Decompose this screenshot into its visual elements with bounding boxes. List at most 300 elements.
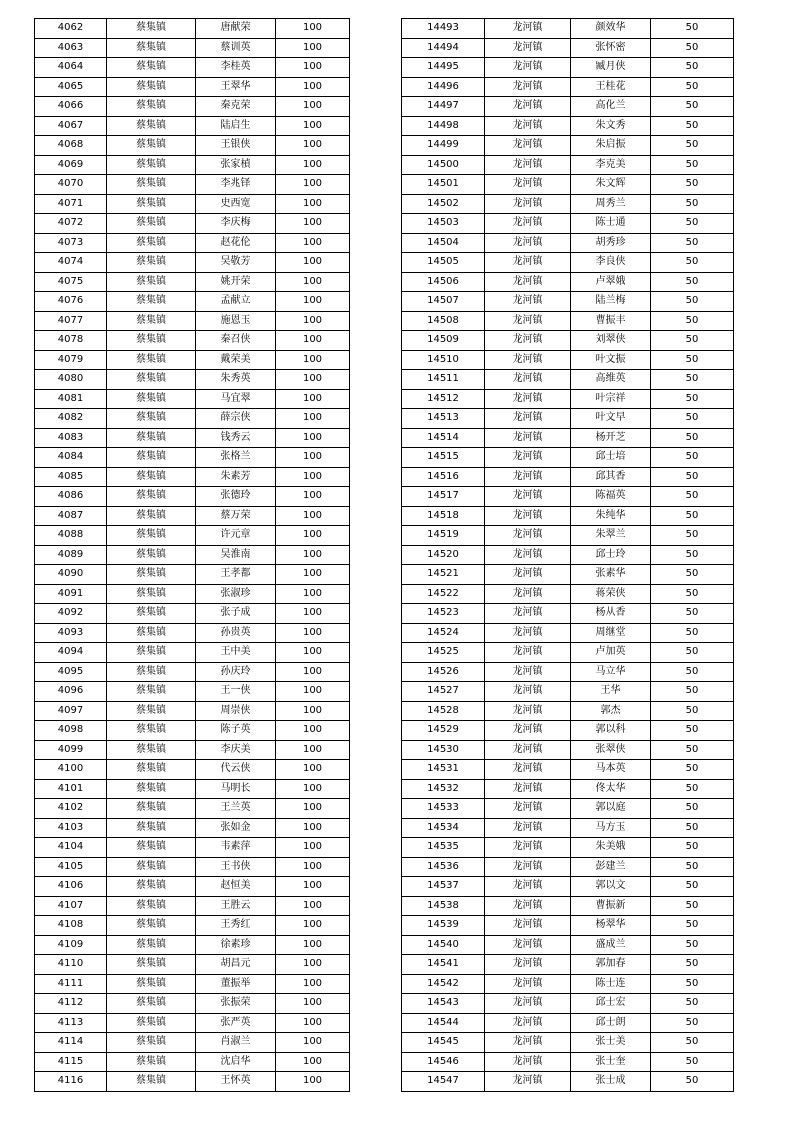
cell-amount: 100	[276, 370, 350, 390]
cell-amount: 100	[276, 136, 350, 156]
cell-name: 郭以庭	[571, 799, 651, 819]
cell-town: 蔡集镇	[107, 545, 196, 565]
table-row	[35, 857, 350, 877]
cell-name: 邱士朗	[571, 1013, 651, 1033]
table-row	[402, 155, 734, 175]
cell-amount: 100	[276, 350, 350, 370]
table-row	[35, 779, 350, 799]
cell-name: 曹振丰	[571, 311, 651, 331]
table-row	[402, 448, 734, 468]
table-row	[35, 877, 350, 897]
cell-amount: 50	[651, 760, 734, 780]
cell-amount: 50	[651, 194, 734, 214]
table-row	[35, 604, 350, 624]
cell-town: 龙河镇	[485, 974, 571, 994]
cell-name: 张怀密	[571, 38, 651, 58]
cell-number: 4116	[35, 1072, 107, 1092]
cell-town: 龙河镇	[485, 857, 571, 877]
left-table-body	[35, 19, 350, 1092]
cell-amount: 100	[276, 916, 350, 936]
table-row	[35, 233, 350, 253]
cell-number: 4113	[35, 1013, 107, 1033]
cell-amount: 100	[276, 565, 350, 585]
cell-town: 龙河镇	[485, 38, 571, 58]
cell-amount: 50	[651, 838, 734, 858]
table-row	[402, 1013, 734, 1033]
table-row	[35, 97, 350, 117]
cell-name: 徐素珍	[196, 935, 276, 955]
cell-name: 刘翠侠	[571, 331, 651, 351]
cell-name: 戴荣美	[196, 350, 276, 370]
cell-town: 龙河镇	[485, 272, 571, 292]
cell-amount: 50	[651, 1013, 734, 1033]
table-row	[402, 409, 734, 429]
table-row	[402, 311, 734, 331]
cell-number: 14532	[402, 779, 485, 799]
cell-town: 蔡集镇	[107, 662, 196, 682]
cell-name: 张如金	[196, 818, 276, 838]
cell-town: 蔡集镇	[107, 877, 196, 897]
cell-number: 14537	[402, 877, 485, 897]
table-row	[402, 77, 734, 97]
cell-amount: 50	[651, 487, 734, 507]
cell-number: 4093	[35, 623, 107, 643]
cell-number: 14504	[402, 233, 485, 253]
table-row	[35, 311, 350, 331]
cell-name: 陈福英	[571, 487, 651, 507]
cell-town: 龙河镇	[485, 1052, 571, 1072]
cell-amount: 50	[651, 38, 734, 58]
cell-number: 4105	[35, 857, 107, 877]
cell-name: 李庆美	[196, 740, 276, 760]
cell-amount: 100	[276, 799, 350, 819]
table-row	[35, 740, 350, 760]
cell-number: 14529	[402, 721, 485, 741]
cell-town: 龙河镇	[485, 194, 571, 214]
cell-amount: 50	[651, 448, 734, 468]
cell-number: 14541	[402, 955, 485, 975]
cell-town: 蔡集镇	[107, 116, 196, 136]
cell-number: 14525	[402, 643, 485, 663]
cell-amount: 50	[651, 97, 734, 117]
cell-number: 14518	[402, 506, 485, 526]
cell-number: 4094	[35, 643, 107, 663]
cell-amount: 100	[276, 506, 350, 526]
cell-number: 14509	[402, 331, 485, 351]
cell-amount: 50	[651, 136, 734, 156]
cell-name: 肖淑兰	[196, 1033, 276, 1053]
cell-town: 龙河镇	[485, 409, 571, 429]
cell-number: 14534	[402, 818, 485, 838]
cell-amount: 50	[651, 662, 734, 682]
table-row	[35, 584, 350, 604]
cell-town: 龙河镇	[485, 643, 571, 663]
cell-town: 龙河镇	[485, 428, 571, 448]
cell-amount: 50	[651, 77, 734, 97]
cell-amount: 100	[276, 682, 350, 702]
cell-amount: 100	[276, 97, 350, 117]
cell-name: 张家楨	[196, 155, 276, 175]
table-row	[35, 77, 350, 97]
cell-name: 陈子英	[196, 721, 276, 741]
cell-name: 周继堂	[571, 623, 651, 643]
cell-number: 14547	[402, 1072, 485, 1092]
cell-number: 14493	[402, 19, 485, 39]
cell-name: 王兰英	[196, 799, 276, 819]
table-row	[35, 643, 350, 663]
cell-town: 龙河镇	[485, 1072, 571, 1092]
cell-name: 蔡训英	[196, 38, 276, 58]
cell-amount: 50	[651, 994, 734, 1014]
cell-town: 龙河镇	[485, 506, 571, 526]
cell-name: 王书侠	[196, 857, 276, 877]
cell-number: 4084	[35, 448, 107, 468]
table-row	[402, 1033, 734, 1053]
cell-town: 龙河镇	[485, 838, 571, 858]
table-row	[402, 97, 734, 117]
cell-number: 4077	[35, 311, 107, 331]
cell-town: 蔡集镇	[107, 526, 196, 546]
table-row	[35, 506, 350, 526]
cell-number: 14495	[402, 58, 485, 78]
cell-amount: 50	[651, 116, 734, 136]
cell-number: 4078	[35, 331, 107, 351]
cell-amount: 100	[276, 740, 350, 760]
cell-amount: 100	[276, 1013, 350, 1033]
cell-amount: 100	[276, 623, 350, 643]
cell-name: 张严英	[196, 1013, 276, 1033]
cell-number: 4107	[35, 896, 107, 916]
cell-number: 14497	[402, 97, 485, 117]
cell-name: 卢翠娥	[571, 272, 651, 292]
cell-amount: 50	[651, 253, 734, 273]
cell-name: 王胜云	[196, 896, 276, 916]
cell-number: 4086	[35, 487, 107, 507]
cell-name: 佟太华	[571, 779, 651, 799]
table-row	[35, 331, 350, 351]
cell-amount: 100	[276, 409, 350, 429]
cell-name: 曹振新	[571, 896, 651, 916]
cell-amount: 50	[651, 545, 734, 565]
cell-name: 沈启华	[196, 1052, 276, 1072]
cell-amount: 50	[651, 584, 734, 604]
table-row	[402, 526, 734, 546]
cell-name: 高化兰	[571, 97, 651, 117]
cell-number: 14515	[402, 448, 485, 468]
table-row	[402, 175, 734, 195]
cell-name: 韦素萍	[196, 838, 276, 858]
cell-town: 蔡集镇	[107, 77, 196, 97]
table-row	[35, 194, 350, 214]
cell-number: 14507	[402, 292, 485, 312]
cell-amount: 100	[276, 545, 350, 565]
table-row	[35, 389, 350, 409]
cell-amount: 50	[651, 1052, 734, 1072]
table-row	[402, 545, 734, 565]
cell-amount: 50	[651, 1033, 734, 1053]
cell-amount: 100	[276, 1052, 350, 1072]
cell-town: 蔡集镇	[107, 19, 196, 39]
cell-amount: 100	[276, 994, 350, 1014]
cell-name: 朱纯华	[571, 506, 651, 526]
cell-town: 龙河镇	[485, 331, 571, 351]
cell-name: 王孝都	[196, 565, 276, 585]
cell-name: 薛宗侠	[196, 409, 276, 429]
cell-amount: 50	[651, 370, 734, 390]
cell-town: 蔡集镇	[107, 955, 196, 975]
cell-number: 4081	[35, 389, 107, 409]
table-row	[402, 487, 734, 507]
table-row	[402, 896, 734, 916]
cell-town: 龙河镇	[485, 214, 571, 234]
table-row	[35, 955, 350, 975]
cell-town: 龙河镇	[485, 370, 571, 390]
cell-town: 龙河镇	[485, 799, 571, 819]
cell-name: 李良侠	[571, 253, 651, 273]
table-row	[402, 194, 734, 214]
table-row	[402, 38, 734, 58]
table-row	[35, 1072, 350, 1092]
cell-number: 4065	[35, 77, 107, 97]
cell-amount: 50	[651, 292, 734, 312]
table-row	[35, 526, 350, 546]
cell-number: 14531	[402, 760, 485, 780]
table-row	[35, 38, 350, 58]
cell-amount: 100	[276, 194, 350, 214]
table-row	[402, 877, 734, 897]
table-row	[402, 994, 734, 1014]
cell-name: 代云侠	[196, 760, 276, 780]
table-row	[35, 409, 350, 429]
cell-town: 蔡集镇	[107, 194, 196, 214]
table-row	[35, 448, 350, 468]
cell-town: 龙河镇	[485, 779, 571, 799]
table-row	[35, 838, 350, 858]
cell-number: 14530	[402, 740, 485, 760]
table-row	[35, 935, 350, 955]
cell-town: 蔡集镇	[107, 1052, 196, 1072]
cell-name: 叶文振	[571, 350, 651, 370]
cell-amount: 100	[276, 253, 350, 273]
cell-town: 龙河镇	[485, 448, 571, 468]
cell-name: 秦克荣	[196, 97, 276, 117]
table-row	[402, 428, 734, 448]
table-row	[402, 974, 734, 994]
cell-number: 14514	[402, 428, 485, 448]
cell-number: 14538	[402, 896, 485, 916]
cell-name: 马方玉	[571, 818, 651, 838]
table-row	[402, 116, 734, 136]
cell-number: 14520	[402, 545, 485, 565]
cell-name: 姚开荣	[196, 272, 276, 292]
cell-amount: 50	[651, 643, 734, 663]
cell-town: 龙河镇	[485, 682, 571, 702]
table-row	[402, 19, 734, 39]
cell-number: 14527	[402, 682, 485, 702]
cell-name: 张翠侠	[571, 740, 651, 760]
cell-number: 4108	[35, 916, 107, 936]
cell-name: 陈士连	[571, 974, 651, 994]
cell-town: 蔡集镇	[107, 409, 196, 429]
cell-name: 张格兰	[196, 448, 276, 468]
cell-number: 4104	[35, 838, 107, 858]
cell-number: 4114	[35, 1033, 107, 1053]
cell-name: 杨开芝	[571, 428, 651, 448]
cell-amount: 100	[276, 233, 350, 253]
cell-town: 蔡集镇	[107, 682, 196, 702]
cell-town: 蔡集镇	[107, 428, 196, 448]
cell-number: 4075	[35, 272, 107, 292]
table-row	[35, 428, 350, 448]
cell-amount: 50	[651, 857, 734, 877]
cell-name: 王桂花	[571, 77, 651, 97]
cell-amount: 50	[651, 389, 734, 409]
cell-name: 马明长	[196, 779, 276, 799]
cell-town: 蔡集镇	[107, 448, 196, 468]
table-row	[402, 272, 734, 292]
cell-amount: 100	[276, 155, 350, 175]
cell-number: 14502	[402, 194, 485, 214]
cell-town: 蔡集镇	[107, 370, 196, 390]
cell-amount: 100	[276, 448, 350, 468]
cell-town: 蔡集镇	[107, 838, 196, 858]
cell-number: 14517	[402, 487, 485, 507]
cell-amount: 50	[651, 331, 734, 351]
cell-amount: 100	[276, 389, 350, 409]
cell-name: 张淑珍	[196, 584, 276, 604]
cell-town: 龙河镇	[485, 1013, 571, 1033]
cell-amount: 50	[651, 721, 734, 741]
cell-town: 龙河镇	[485, 545, 571, 565]
cell-amount: 100	[276, 331, 350, 351]
cell-amount: 100	[276, 19, 350, 39]
cell-number: 4072	[35, 214, 107, 234]
cell-amount: 50	[651, 740, 734, 760]
cell-number: 4098	[35, 721, 107, 741]
table-row	[35, 1013, 350, 1033]
cell-town: 蔡集镇	[107, 604, 196, 624]
cell-name: 吴敬芳	[196, 253, 276, 273]
cell-name: 胡昌元	[196, 955, 276, 975]
cell-town: 龙河镇	[485, 565, 571, 585]
cell-town: 蔡集镇	[107, 623, 196, 643]
cell-number: 14544	[402, 1013, 485, 1033]
table-row	[402, 779, 734, 799]
table-row	[402, 604, 734, 624]
cell-name: 李兆铎	[196, 175, 276, 195]
table-row	[402, 643, 734, 663]
cell-amount: 50	[651, 272, 734, 292]
cell-town: 龙河镇	[485, 19, 571, 39]
table-row	[402, 916, 734, 936]
cell-amount: 50	[651, 565, 734, 585]
cell-name: 周秀兰	[571, 194, 651, 214]
cell-town: 蔡集镇	[107, 584, 196, 604]
cell-name: 张士成	[571, 1072, 651, 1092]
table-row	[35, 916, 350, 936]
cell-number: 14508	[402, 311, 485, 331]
cell-name: 陈士通	[571, 214, 651, 234]
cell-amount: 50	[651, 19, 734, 39]
cell-number: 4100	[35, 760, 107, 780]
cell-town: 龙河镇	[485, 155, 571, 175]
table-row	[402, 721, 734, 741]
cell-name: 朱素芳	[196, 467, 276, 487]
cell-number: 14546	[402, 1052, 485, 1072]
cell-amount: 100	[276, 779, 350, 799]
table-row	[35, 799, 350, 819]
cell-number: 4103	[35, 818, 107, 838]
cell-number: 4073	[35, 233, 107, 253]
cell-name: 陆启生	[196, 116, 276, 136]
cell-name: 王华	[571, 682, 651, 702]
right-data-table	[401, 18, 734, 1092]
cell-town: 龙河镇	[485, 760, 571, 780]
cell-name: 朱启振	[571, 136, 651, 156]
cell-town: 蔡集镇	[107, 331, 196, 351]
cell-number: 4087	[35, 506, 107, 526]
cell-amount: 50	[651, 701, 734, 721]
cell-number: 14539	[402, 916, 485, 936]
cell-amount: 100	[276, 428, 350, 448]
cell-town: 蔡集镇	[107, 155, 196, 175]
cell-amount: 100	[276, 721, 350, 741]
cell-amount: 100	[276, 77, 350, 97]
cell-name: 彭建兰	[571, 857, 651, 877]
cell-number: 4088	[35, 526, 107, 546]
cell-number: 4109	[35, 935, 107, 955]
cell-number: 14506	[402, 272, 485, 292]
cell-town: 龙河镇	[485, 487, 571, 507]
cell-amount: 100	[276, 58, 350, 78]
table-row	[35, 682, 350, 702]
cell-number: 14499	[402, 136, 485, 156]
cell-name: 臧月侠	[571, 58, 651, 78]
table-row	[402, 682, 734, 702]
table-row	[35, 350, 350, 370]
cell-amount: 100	[276, 467, 350, 487]
table-row	[402, 838, 734, 858]
cell-name: 唐献荣	[196, 19, 276, 39]
cell-town: 蔡集镇	[107, 214, 196, 234]
cell-town: 龙河镇	[485, 389, 571, 409]
cell-name: 许元章	[196, 526, 276, 546]
cell-name: 郭以科	[571, 721, 651, 741]
cell-number: 4099	[35, 740, 107, 760]
cell-amount: 50	[651, 233, 734, 253]
cell-amount: 50	[651, 896, 734, 916]
cell-town: 蔡集镇	[107, 799, 196, 819]
cell-name: 陆兰梅	[571, 292, 651, 312]
cell-amount: 100	[276, 974, 350, 994]
cell-number: 4110	[35, 955, 107, 975]
cell-number: 14521	[402, 565, 485, 585]
cell-amount: 100	[276, 526, 350, 546]
cell-number: 4082	[35, 409, 107, 429]
cell-number: 4079	[35, 350, 107, 370]
cell-name: 高维英	[571, 370, 651, 390]
cell-name: 邱士培	[571, 448, 651, 468]
cell-number: 14524	[402, 623, 485, 643]
cell-amount: 100	[276, 877, 350, 897]
cell-town: 蔡集镇	[107, 487, 196, 507]
cell-number: 14536	[402, 857, 485, 877]
cell-town: 蔡集镇	[107, 896, 196, 916]
table-row	[402, 292, 734, 312]
cell-name: 朱秀英	[196, 370, 276, 390]
cell-amount: 50	[651, 623, 734, 643]
cell-town: 龙河镇	[485, 58, 571, 78]
